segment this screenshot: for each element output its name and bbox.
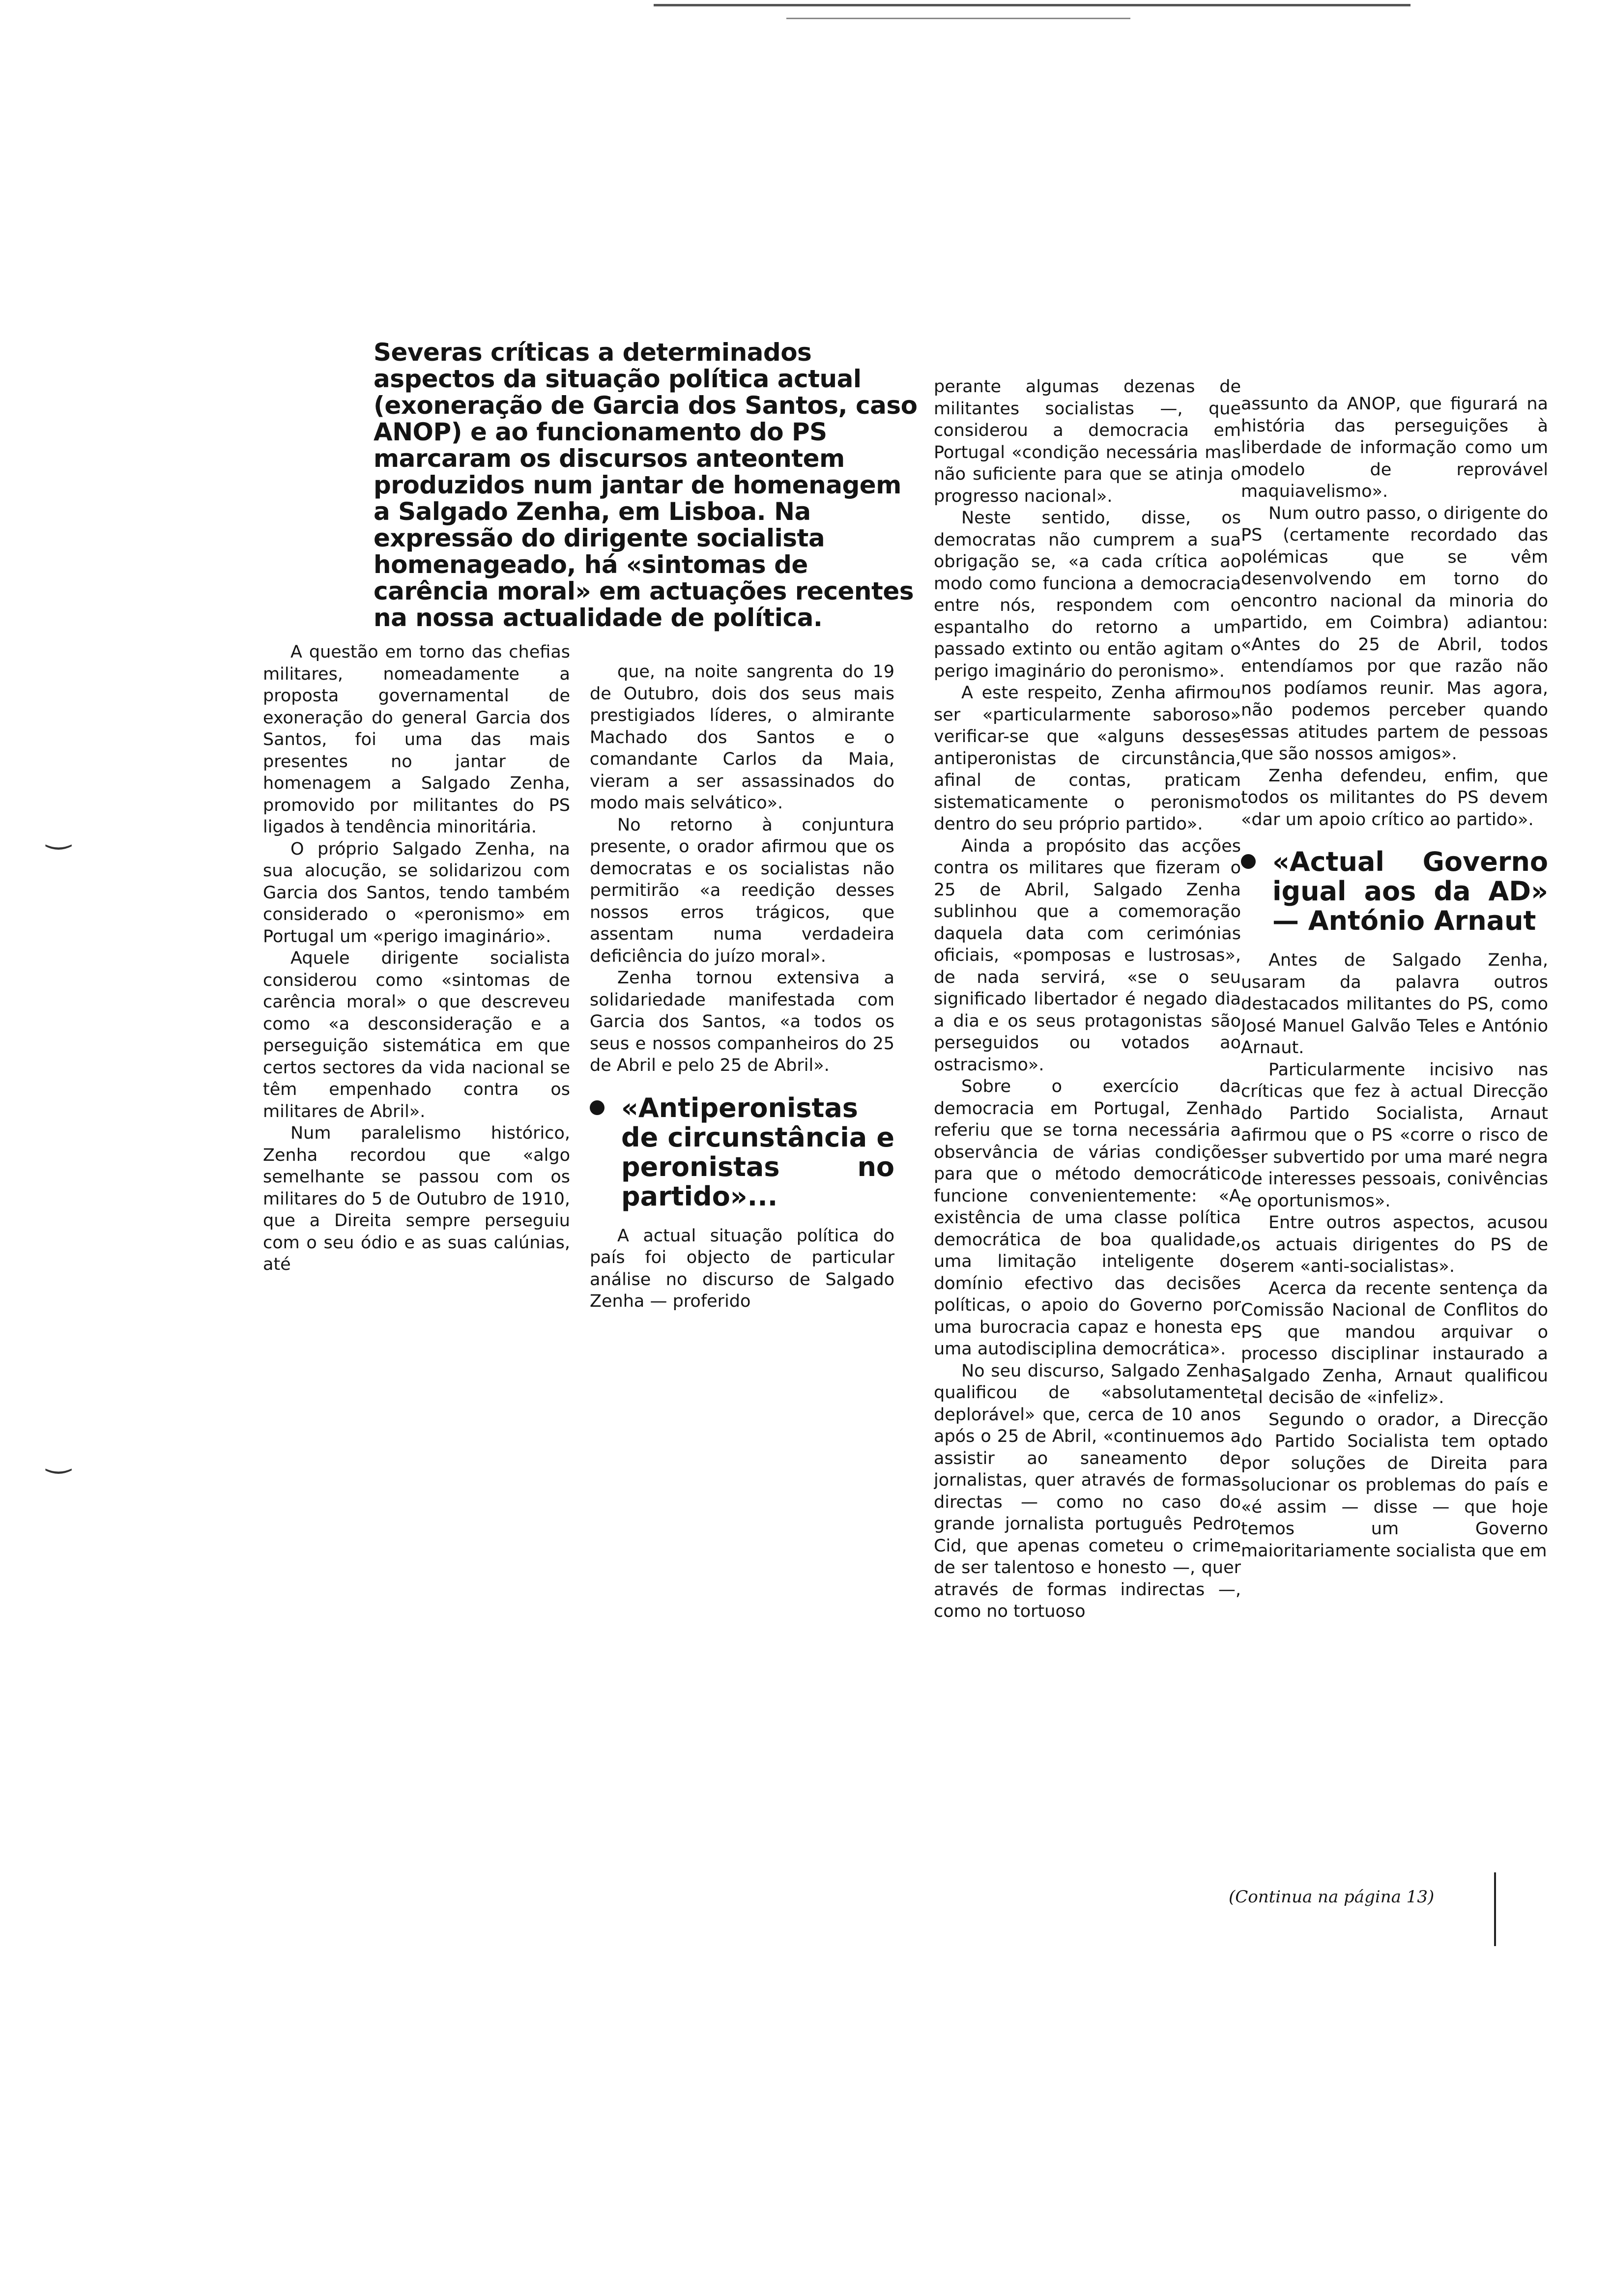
paragraph: Acerca da recente sentença da Comissão Nacional de Conflitos do PS que mandou arquivar o processo disciplinar instaurado a Salgado Zenha, Arnaut qualificou tal decisão de «infeliz».	[1241, 1278, 1548, 1407]
top-rule-short	[786, 18, 1130, 19]
paragraph: Sobre o exercício da democracia em Portugal, Zenha referiu que se torna necessária a observância de várias condições para que o método democrático funcione convenientemente: «A existência de uma classe política democrática de boa qualidade, uma limitação inteligente do domínio efectivo das decisões políticas, o apoio do Governo por uma burocracia capaz e honesta e uma autodisciplina democrática».	[934, 1077, 1241, 1359]
paragraph: perante algumas dezenas de militantes socialistas —, que considerou a democracia em Portugal «condição necessária mas não suficiente para que se atinja o progresso nacional».	[934, 377, 1241, 506]
subheading-text: «Antiperonistas de circunstância e peronistas no partido»...	[621, 1092, 894, 1212]
punch-mark: ‿	[47, 816, 71, 850]
paragraph: Particularmente incisivo nas críticas que fez à actual Direcção do Partido Socialista, Arnaut afirmou que o PS «corre o risco de ser subvertido por uma maré negra de interesses pessoais, conivências e oportunismos».	[1241, 1060, 1548, 1211]
paragraph: assunto da ANOP, que figurará na história das perseguições à liberdade de informação como um modelo de reprovável maquiavelismo».	[1241, 394, 1548, 501]
article-lead: Severas críticas a determinados aspectos da situação política actual (exoneração de Garcia dos Santos, caso ANOP) e ao funcionamento do PS marcaram os discursos anteontem produzidos num jantar de homenagem a Salgado Zenha, em Lisboa. Na expressão do dirigente socialista homenageado, há «sintomas de carência moral» em actuações recentes na nossa actualidade de política.	[374, 338, 918, 632]
paragraph: Num paralelismo histórico, Zenha recordou que «algo semelhante se passou com os militares do 5 de Outubro de 1910, que a Direita sempre perseguiu com o seu ódio e as suas calúnias, até	[263, 1123, 570, 1274]
bullet-icon	[590, 1100, 604, 1115]
article-column-2	[590, 661, 894, 1408]
paragraph: Aquele dirigente socialista considerou como «sintomas de carência moral» o que descreveu como «a desconsideração e a perseguição sistemática em que certos sectores da vida nacional se têm empenhado contra os militares de Abril».	[263, 948, 570, 1121]
article-column-1	[263, 641, 570, 1388]
paragraph: Segundo o orador, a Direcção do Partido Socialista tem optado por soluções de Direita para solucionar os problemas do país e «é assim — disse — que hoje temos um Governo maioritariamente socialista que em	[1241, 1409, 1548, 1561]
section-subheading	[1241, 847, 1548, 936]
paragraph: Ainda a propósito das acções contra os militares que fizeram o 25 de Abril, Salgado Zenha sublinhou que a comemoração daquela data com cerimónias oficiais, «pomposas e lustrosas», de nada servirá, «se o seu significado libertador é negado dia a dia e os seus protagonistas são perseguidos ou votados ao ostracismo».	[934, 836, 1241, 1075]
paragraph: Zenha tornou extensiva a solidariedade manifestada com Garcia dos Santos, «a todos os seus e nossos companheiros do 25 de Abril e pelo 25 de Abril».	[590, 968, 894, 1075]
paragraph: Num outro passo, o dirigente do PS (certamente recordado das polémicas que se vêm desenvolvendo em torno do encontro nacional da minoria do partido, em Coimbra) adiantou: «Antes do 25 de Abril, todos entendíamos por que razão não nos podíamos reunir. Mas agora, não podemos perceber quando essas atitudes partem de pessoas que são nossos amigos».	[1241, 503, 1548, 764]
bullet-icon	[1241, 854, 1256, 869]
continuation-note: (Continua na página 13)	[1229, 1887, 1435, 1907]
paragraph: A este respeito, Zenha afirmou ser «particularmente saboroso» verificar-se que «alguns desses antiperonistas de circunstância, afinal de contas, praticam sistematicamente o peronismo dentro do seu próprio partido».	[934, 683, 1241, 834]
punch-mark: ‿	[47, 1440, 71, 1474]
paragraph: A questão em torno das chefias militares, nomeadamente a proposta governamental de exoneração do general Garcia dos Santos, foi uma das mais presentes no jantar de homenagem a Salgado Zenha, promovido por militantes do PS ligados à tendência minoritária.	[263, 642, 570, 837]
article-column-3	[934, 376, 1241, 1944]
column-end-rule	[1494, 1872, 1496, 1946]
subheading-text: «Actual Governo igual aos da AD» — António Arnaut	[1272, 846, 1548, 936]
paragraph: Antes de Salgado Zenha, usaram da palavra outros destacados militantes do PS, como José Manuel Galvão Teles e António Arnaut.	[1241, 950, 1548, 1058]
paragraph: Neste sentido, disse, os democratas não cumprem a sua obrigação se, «a cada crítica ao modo como funciona a democracia entre nós, respondem com o espantalho do retorno a um passado extinto ou então agitam o perigo imaginário do peronismo».	[934, 508, 1241, 681]
section-subheading	[590, 1093, 894, 1211]
paragraph: que, na noite sangrenta do 19 de Outubro, dois dos seus mais prestigiados líderes, o almirante Machado dos Santos e o comandante Carlos da Maia, vieram a ser assassinados do modo mais selvático».	[590, 662, 894, 813]
paragraph: A actual situação política do país foi objecto de particular análise no discurso de Salgado Zenha — proferido	[590, 1226, 894, 1311]
paragraph: O próprio Salgado Zenha, na sua alocução, se solidarizou com Garcia dos Santos, tendo também considerado o «peronismo» em Portugal um «perigo imaginário».	[263, 839, 570, 947]
paragraph: Entre outros aspectos, acusou os actuais dirigentes do PS de serem «anti-socialistas».	[1241, 1213, 1548, 1276]
paragraph: Zenha defendeu, enfim, que todos os militantes do PS devem «dar um apoio crítico ao partido».	[1241, 766, 1548, 830]
paragraph: No retorno à conjuntura presente, o orador afirmou que os democratas e os socialistas não permitirão «a reedição desses nossos erros trágicos, que assentam numa verdadeira deficiência do juízo moral».	[590, 815, 894, 966]
paragraph: No seu discurso, Salgado Zenha qualificou de «absolutamente deplorável» que, cerca de 10 anos após o 25 de Abril, «continuemos a assistir ao saneamento de jornalistas, quer através de formas directas — como no caso do grande jornalista português Pedro Cid, que apenas cometeu o crime de ser talentoso e honesto —, quer através de formas indirectas —, como no tortuoso	[934, 1361, 1241, 1621]
top-rule	[654, 4, 1410, 6]
article-column-4	[1241, 393, 1548, 1872]
